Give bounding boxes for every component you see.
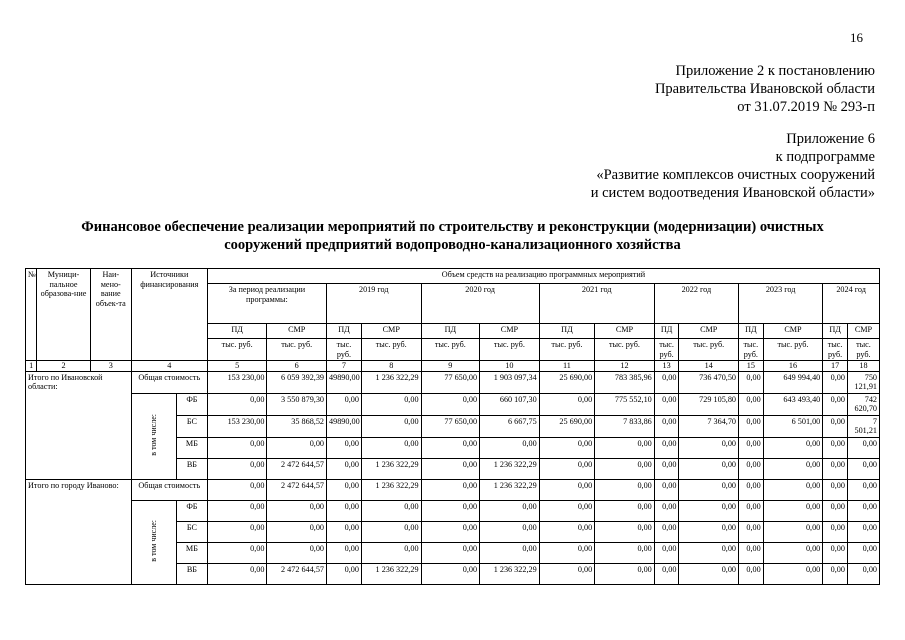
value-cell: 0,00 xyxy=(361,393,421,415)
value-cell: 0,00 xyxy=(847,500,879,521)
value-cell: 0,00 xyxy=(847,521,879,542)
column-number: 8 xyxy=(361,361,421,372)
column-number: 2 xyxy=(37,361,90,372)
value-cell: 0,00 xyxy=(763,500,823,521)
value-cell: 1 236 322,29 xyxy=(361,479,421,500)
value-cell: 0,00 xyxy=(207,437,267,458)
value-cell: 0,00 xyxy=(421,479,480,500)
header-sub: ПД xyxy=(539,324,594,339)
row-label-source: ФБ xyxy=(177,393,208,415)
value-cell: 77 650,00 xyxy=(421,371,480,393)
value-cell: 0,00 xyxy=(654,479,679,500)
value-cell: 0,00 xyxy=(327,563,362,584)
financing-table xyxy=(25,268,880,585)
header-sub: ПД xyxy=(421,324,480,339)
value-cell: 0,00 xyxy=(207,542,267,563)
header-unit: тыс. руб. xyxy=(595,339,655,361)
section-name: Итого по Ивановской области: xyxy=(26,371,132,479)
value-cell: 0,00 xyxy=(421,542,480,563)
value-cell: 0,00 xyxy=(763,437,823,458)
value-cell: 1 236 322,29 xyxy=(480,563,540,584)
column-number: 12 xyxy=(595,361,655,372)
value-cell: 0,00 xyxy=(207,500,267,521)
in-total-label-cell xyxy=(131,500,176,584)
value-cell: 660 107,30 xyxy=(480,393,540,415)
value-cell: 7 833,86 xyxy=(595,415,655,437)
document-title xyxy=(30,218,875,254)
value-cell: 0,00 xyxy=(654,458,679,479)
appendix-6-header xyxy=(591,130,875,202)
table-row xyxy=(26,479,880,500)
column-number: 13 xyxy=(654,361,679,372)
value-cell: 7 364,70 xyxy=(679,415,739,437)
value-cell: 0,00 xyxy=(595,521,655,542)
in-total-label: в том числе: xyxy=(149,413,159,456)
value-cell: 0,00 xyxy=(679,437,739,458)
header-unit: тыс. руб. xyxy=(654,339,679,361)
value-cell: 1 236 322,29 xyxy=(361,371,421,393)
value-cell: 0,00 xyxy=(654,563,679,584)
value-cell: 0,00 xyxy=(739,371,764,393)
value-cell: 0,00 xyxy=(654,415,679,437)
header-unit: тыс. руб. xyxy=(207,339,267,361)
value-cell: 0,00 xyxy=(823,393,848,415)
value-cell: 750 121,91 xyxy=(847,371,879,393)
value-cell: 1 236 322,29 xyxy=(361,458,421,479)
header-unit: тыс. руб. xyxy=(679,339,739,361)
value-cell: 77 650,00 xyxy=(421,415,480,437)
value-cell: 0,00 xyxy=(739,500,764,521)
value-cell: 0,00 xyxy=(327,479,362,500)
header-num: № xyxy=(26,269,37,361)
value-cell: 2 472 644,57 xyxy=(267,458,327,479)
value-cell: 0,00 xyxy=(421,521,480,542)
header-unit: тыс. руб. xyxy=(267,339,327,361)
value-cell: 0,00 xyxy=(823,479,848,500)
column-number: 9 xyxy=(421,361,480,372)
value-cell: 153 230,00 xyxy=(207,371,267,393)
header-period: 2020 год xyxy=(421,284,539,324)
in-total-label: в том числе: xyxy=(149,519,159,562)
value-cell: 0,00 xyxy=(207,521,267,542)
value-cell: 6 667,75 xyxy=(480,415,540,437)
value-cell: 0,00 xyxy=(539,393,594,415)
value-cell: 3 550 879,30 xyxy=(267,393,327,415)
header-unit: тыс. руб. xyxy=(361,339,421,361)
value-cell: 0,00 xyxy=(847,437,879,458)
value-cell: 6 059 392,39 xyxy=(267,371,327,393)
row-label-source: БС xyxy=(177,521,208,542)
header-period: 2024 год xyxy=(823,284,880,324)
row-label-source: ВБ xyxy=(177,563,208,584)
value-cell: 0,00 xyxy=(847,563,879,584)
value-cell: 0,00 xyxy=(327,393,362,415)
value-cell: 783 385,96 xyxy=(595,371,655,393)
page-number: 16 xyxy=(850,30,863,45)
value-cell: 0,00 xyxy=(480,437,540,458)
value-cell: 0,00 xyxy=(823,500,848,521)
header-sub: СМР xyxy=(361,324,421,339)
value-cell: 49890,00 xyxy=(327,371,362,393)
value-cell: 0,00 xyxy=(823,563,848,584)
table-row xyxy=(26,500,880,521)
value-cell: 0,00 xyxy=(739,458,764,479)
value-cell: 0,00 xyxy=(539,458,594,479)
value-cell: 0,00 xyxy=(654,437,679,458)
header-sub: ПД xyxy=(207,324,267,339)
header-sources: Источники финансирования xyxy=(131,269,207,361)
value-cell: 0,00 xyxy=(739,479,764,500)
value-cell: 0,00 xyxy=(763,479,823,500)
header-sub: СМР xyxy=(847,324,879,339)
value-cell: 649 994,40 xyxy=(763,371,823,393)
column-number: 5 xyxy=(207,361,267,372)
value-cell: 0,00 xyxy=(267,542,327,563)
value-cell: 0,00 xyxy=(421,437,480,458)
header-sub: СМР xyxy=(763,324,823,339)
header-sub: ПД xyxy=(654,324,679,339)
value-cell: 25 690,00 xyxy=(539,415,594,437)
value-cell: 0,00 xyxy=(679,458,739,479)
value-cell: 0,00 xyxy=(207,563,267,584)
header-sub: ПД xyxy=(739,324,764,339)
appendix-2-line: Правительства Ивановской области xyxy=(654,81,875,97)
value-cell: 0,00 xyxy=(823,437,848,458)
row-label-source: ФБ xyxy=(177,500,208,521)
row-label-source: МБ xyxy=(177,542,208,563)
value-cell: 0,00 xyxy=(267,521,327,542)
value-cell: 0,00 xyxy=(539,437,594,458)
value-cell: 0,00 xyxy=(361,415,421,437)
value-cell: 0,00 xyxy=(480,500,540,521)
value-cell: 0,00 xyxy=(421,393,480,415)
value-cell: 0,00 xyxy=(595,500,655,521)
header-period: 2019 год xyxy=(327,284,422,324)
value-cell: 1 236 322,29 xyxy=(480,458,540,479)
appendix-2-header xyxy=(655,62,875,116)
value-cell: 0,00 xyxy=(421,563,480,584)
value-cell: 0,00 xyxy=(763,458,823,479)
appendix-2-line: от 31.07.2019 № 293-п xyxy=(737,99,875,115)
header-unit: тыс. руб. xyxy=(763,339,823,361)
value-cell: 25 690,00 xyxy=(539,371,594,393)
table-row xyxy=(26,371,880,393)
header-object-name: Наи-мено-вание объек-та xyxy=(90,269,131,361)
value-cell: 0,00 xyxy=(654,393,679,415)
header-period: 2021 год xyxy=(539,284,654,324)
value-cell: 1 236 322,29 xyxy=(361,563,421,584)
header-unit: тыс. руб. xyxy=(327,339,362,361)
value-cell: 0,00 xyxy=(739,542,764,563)
header-volume: Объем средств на реализацию программных мероприятий xyxy=(207,269,879,284)
header-sub: СМР xyxy=(595,324,655,339)
value-cell: 643 493,40 xyxy=(763,393,823,415)
value-cell: 0,00 xyxy=(267,500,327,521)
value-cell: 49890,00 xyxy=(327,415,362,437)
value-cell: 0,00 xyxy=(823,542,848,563)
row-label-source: ВБ xyxy=(177,458,208,479)
value-cell: 0,00 xyxy=(763,563,823,584)
value-cell: 2 472 644,57 xyxy=(267,479,327,500)
value-cell: 0,00 xyxy=(207,393,267,415)
value-cell: 0,00 xyxy=(539,500,594,521)
value-cell: 729 105,80 xyxy=(679,393,739,415)
header-municipality: Муници-пальное образова-ние xyxy=(37,269,90,361)
value-cell: 0,00 xyxy=(480,521,540,542)
value-cell: 0,00 xyxy=(539,521,594,542)
value-cell: 0,00 xyxy=(207,458,267,479)
column-number: 11 xyxy=(539,361,594,372)
in-total-label-cell xyxy=(131,393,176,479)
value-cell: 0,00 xyxy=(847,479,879,500)
value-cell: 0,00 xyxy=(539,563,594,584)
value-cell: 6 501,00 xyxy=(763,415,823,437)
column-number: 6 xyxy=(267,361,327,372)
column-number: 15 xyxy=(739,361,764,372)
row-label-total: Общая стоимость xyxy=(131,479,207,500)
value-cell: 0,00 xyxy=(595,479,655,500)
column-number: 14 xyxy=(679,361,739,372)
header-sub: СМР xyxy=(480,324,540,339)
value-cell: 0,00 xyxy=(679,479,739,500)
header-unit: тыс. руб. xyxy=(739,339,764,361)
value-cell: 7 501,21 xyxy=(847,415,879,437)
value-cell: 0,00 xyxy=(654,371,679,393)
value-cell: 0,00 xyxy=(595,563,655,584)
column-number: 1 xyxy=(26,361,37,372)
value-cell: 0,00 xyxy=(679,500,739,521)
header-sub: ПД xyxy=(823,324,848,339)
value-cell: 0,00 xyxy=(207,479,267,500)
section-name: Итого по городу Иваново: xyxy=(26,479,132,584)
value-cell: 0,00 xyxy=(847,458,879,479)
value-cell: 0,00 xyxy=(421,500,480,521)
value-cell: 0,00 xyxy=(823,458,848,479)
value-cell: 0,00 xyxy=(763,521,823,542)
column-number: 4 xyxy=(131,361,207,372)
header-period: 2022 год xyxy=(654,284,738,324)
appendix-2-line: Приложение 2 к постановлению xyxy=(675,63,875,79)
header-unit: тыс. руб. xyxy=(421,339,480,361)
value-cell: 0,00 xyxy=(654,500,679,521)
value-cell: 0,00 xyxy=(679,563,739,584)
value-cell: 0,00 xyxy=(739,437,764,458)
value-cell: 0,00 xyxy=(267,437,327,458)
header-period: 2023 год xyxy=(739,284,823,324)
row-label-source: МБ xyxy=(177,437,208,458)
value-cell: 0,00 xyxy=(739,393,764,415)
header-unit: тыс. руб. xyxy=(847,339,879,361)
value-cell: 0,00 xyxy=(361,521,421,542)
row-label-source: БС xyxy=(177,415,208,437)
value-cell: 0,00 xyxy=(327,458,362,479)
table-row xyxy=(26,393,880,415)
header-period: За период реализации программы: xyxy=(207,284,326,324)
value-cell: 0,00 xyxy=(595,458,655,479)
value-cell: 0,00 xyxy=(739,563,764,584)
value-cell: 0,00 xyxy=(327,521,362,542)
value-cell: 2 472 644,57 xyxy=(267,563,327,584)
title-line: Финансовое обеспечение реализации мероприятий по строительству и реконструкции (модернизации) очистных xyxy=(81,219,824,235)
header-unit: тыс. руб. xyxy=(480,339,540,361)
value-cell: 0,00 xyxy=(739,415,764,437)
column-number: 7 xyxy=(327,361,362,372)
column-number: 10 xyxy=(480,361,540,372)
value-cell: 0,00 xyxy=(361,542,421,563)
value-cell: 0,00 xyxy=(539,479,594,500)
header-unit: тыс. руб. xyxy=(539,339,594,361)
value-cell: 1 236 322,29 xyxy=(480,479,540,500)
header-sub: ПД xyxy=(327,324,362,339)
value-cell: 736 470,50 xyxy=(679,371,739,393)
row-label-total: Общая стоимость xyxy=(131,371,207,393)
value-cell: 0,00 xyxy=(327,500,362,521)
value-cell: 0,00 xyxy=(823,371,848,393)
value-cell: 0,00 xyxy=(480,542,540,563)
value-cell: 0,00 xyxy=(654,542,679,563)
appendix-6-line: Приложение 6 xyxy=(786,131,875,147)
value-cell: 775 552,10 xyxy=(595,393,655,415)
value-cell: 0,00 xyxy=(539,542,594,563)
table-body xyxy=(26,269,880,585)
header-sub: СМР xyxy=(679,324,739,339)
value-cell: 0,00 xyxy=(361,500,421,521)
value-cell: 0,00 xyxy=(327,542,362,563)
appendix-6-line: и систем водоотведения Ивановской области» xyxy=(590,185,875,201)
appendix-6-line: «Развитие комплексов очистных сооружений xyxy=(596,167,875,183)
table-row xyxy=(26,361,880,372)
title-line: сооружений предприятий водопроводно-канализационного хозяйства xyxy=(224,237,681,253)
value-cell: 0,00 xyxy=(595,542,655,563)
value-cell: 0,00 xyxy=(421,458,480,479)
value-cell: 0,00 xyxy=(739,521,764,542)
value-cell: 0,00 xyxy=(823,415,848,437)
value-cell: 153 230,00 xyxy=(207,415,267,437)
value-cell: 0,00 xyxy=(327,437,362,458)
header-sub: СМР xyxy=(267,324,327,339)
value-cell: 0,00 xyxy=(763,542,823,563)
column-number: 18 xyxy=(847,361,879,372)
value-cell: 0,00 xyxy=(595,437,655,458)
value-cell: 1 903 097,34 xyxy=(480,371,540,393)
table-row xyxy=(26,269,880,284)
value-cell: 35 868,52 xyxy=(267,415,327,437)
value-cell: 0,00 xyxy=(654,521,679,542)
appendix-6-line: к подпрограмме xyxy=(775,149,875,165)
value-cell: 0,00 xyxy=(847,542,879,563)
value-cell: 0,00 xyxy=(823,521,848,542)
value-cell: 0,00 xyxy=(679,542,739,563)
value-cell: 0,00 xyxy=(679,521,739,542)
value-cell: 742 620,70 xyxy=(847,393,879,415)
column-number: 17 xyxy=(823,361,848,372)
column-number: 3 xyxy=(90,361,131,372)
value-cell: 0,00 xyxy=(361,437,421,458)
header-unit: тыс. руб. xyxy=(823,339,848,361)
column-number: 16 xyxy=(763,361,823,372)
